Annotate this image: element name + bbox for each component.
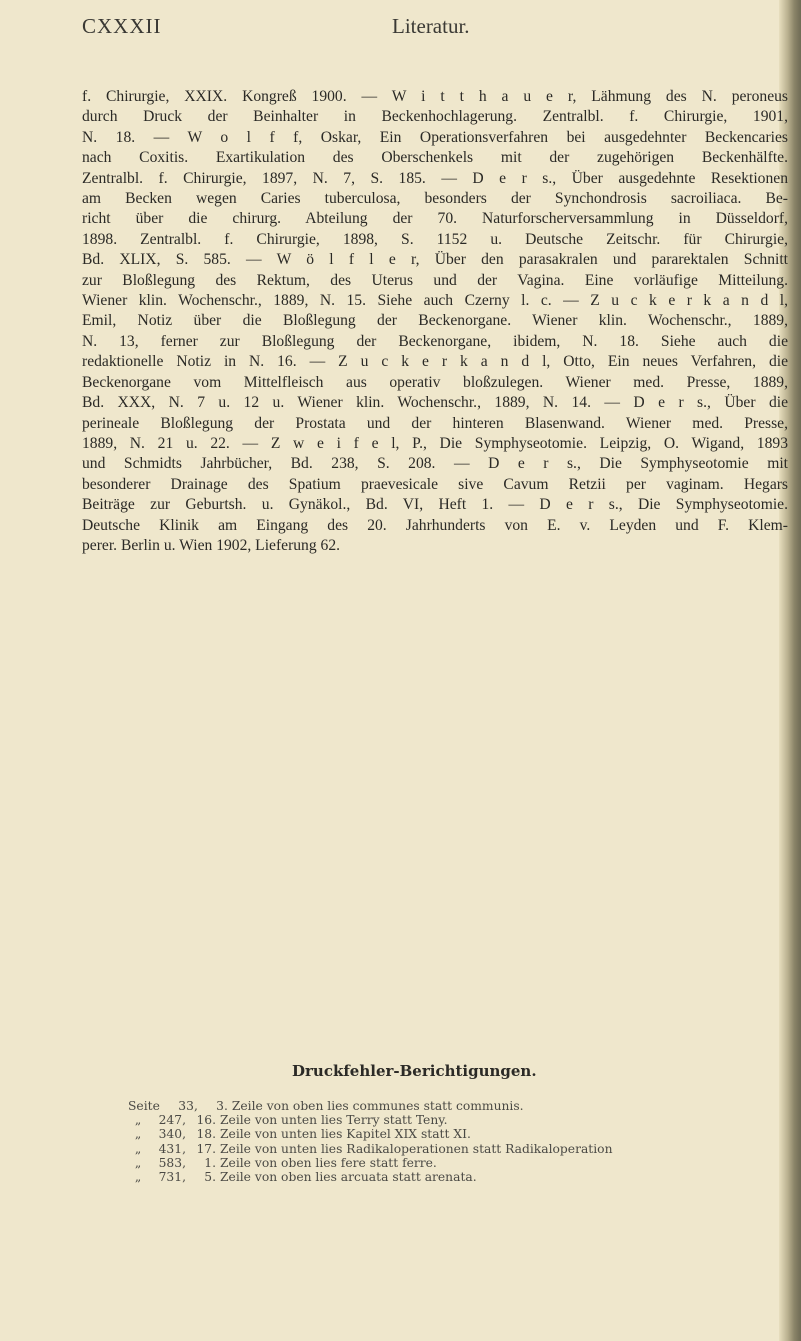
errata-page: 247, — [158, 1113, 186, 1128]
errata-prefix: Seite — [128, 1099, 160, 1113]
errata-row — [128, 1099, 613, 1113]
errata-text: Zeile von oben lies fere statt ferre. — [220, 1155, 437, 1170]
errata-page: 583, — [158, 1155, 186, 1170]
errata-row — [128, 1127, 613, 1141]
text-line: zur Bloßlegung des Rektum, des Uterus und der Vagina. Eine vorläufige Mitteilung. — [82, 271, 788, 289]
errata-page: 33, — [178, 1099, 198, 1113]
errata-line: 17. — [196, 1141, 216, 1156]
text-line: f. Chirurgie, XXIX. Kongreß 1900. — W i t t h a u e r, Lähmung des N. peroneus — [82, 88, 788, 105]
text-line: N. 13, ferner zur Bloßlegung der Beckenorgane, ibidem, N. 18. Siehe auch die — [82, 332, 788, 350]
text-line: nach Coxitis. Exartikulation des Oberschenkels mit der zugehörigen Beckenhälfte. — [82, 149, 788, 167]
errata-page: 340, — [158, 1127, 186, 1142]
text-line: Wiener klin. Wochenschr., 1889, N. 15. Siehe auch Czerny l. c. — Z u c k e r k a n d l, — [82, 292, 788, 310]
errata-prefix: „ — [134, 1170, 142, 1185]
errata-line: 18. — [196, 1127, 216, 1142]
errata-text: Zeile von unten lies Terry statt Teny. — [220, 1113, 448, 1128]
errata-row — [128, 1170, 613, 1184]
errata-list — [128, 1099, 613, 1184]
text-line: Beckenorgane vom Mittelfleisch aus operativ bloßzulegen. Wiener med. Presse, 1889, — [82, 373, 788, 391]
errata-row — [128, 1113, 613, 1127]
errata-prefix: „ — [134, 1155, 142, 1170]
errata-prefix: „ — [134, 1141, 142, 1156]
text-line: und Schmidts Jahrbücher, Bd. 238, S. 208. — D e r s., Die Symphyseotomie mit — [82, 455, 788, 473]
text-line: durch Druck der Beinhalter in Beckenhochlagerung. Zentralbl. f. Chirurgie, 1901, — [82, 108, 788, 126]
text-line: Beiträge zur Geburtsh. u. Gynäkol., Bd. VI, Heft 1. — D e r s., Die Symphyseotomie. — [82, 496, 788, 514]
errata-line: 1. — [204, 1155, 216, 1170]
text-line: besonderer Drainage des Spatium praevesicale sive Cavum Retzii per vaginam. Hegars — [82, 475, 788, 493]
errata-text: Zeile von unten lies Radikaloperationen statt Radikaloperation — [220, 1141, 613, 1156]
errata-page: 431, — [158, 1141, 186, 1156]
page-number: CXXXII — [82, 14, 162, 38]
text-line: redaktionelle Notiz in N. 16. — Z u c k e r k a n d l, Otto, Ein neues Verfahren, die — [82, 353, 788, 371]
running-title: Literatur. — [392, 14, 470, 38]
text-line: N. 18. — W o l f f, Oskar, Ein Operationsverfahren bei ausgedehnter Beckencaries — [82, 128, 788, 146]
errata-page: 731, — [158, 1170, 186, 1185]
errata-line: 5. — [204, 1170, 216, 1185]
errata-line: 3. — [216, 1099, 228, 1113]
bibliography-paragraph — [82, 87, 788, 556]
text-line: perer. Berlin u. Wien 1902, Lieferung 62. — [82, 536, 341, 554]
text-line: 1889, N. 21 u. 22. — Z w e i f e l, P., Die Symphyseotomie. Leipzig, O. Wigand, 1893 — [82, 434, 788, 452]
text-line: am Becken wegen Caries tuberculosa, besonders der Synchondrosis sacroiliaca. Be- — [82, 190, 788, 208]
errata-line: 16. — [196, 1113, 216, 1128]
errata-text: Zeile von unten lies Kapitel XIX statt XI. — [220, 1127, 471, 1142]
errata-row — [128, 1156, 613, 1170]
errata-prefix: „ — [134, 1127, 142, 1142]
errata-heading: Druckfehler-Berichtigungen. — [292, 1062, 537, 1080]
text-line: Bd. XLIX, S. 585. — W ö l f l e r, Über den parasakralen und pararektalen Schnitt — [82, 251, 788, 269]
errata-prefix: „ — [134, 1113, 142, 1128]
text-line: richt über die chirurg. Abteilung der 70. Naturforscherversammlung in Düsseldorf, — [82, 210, 788, 228]
errata-text: Zeile von oben lies communes statt communis. — [231, 1099, 524, 1113]
text-line: Bd. XXX, N. 7 u. 12 u. Wiener klin. Wochenschr., 1889, N. 14. — D e r s., Über die — [82, 394, 788, 412]
text-line: perineale Bloßlegung der Prostata und der hinteren Blasenwand. Wiener med. Presse, — [82, 414, 788, 432]
errata-row — [128, 1142, 613, 1156]
text-line: 1898. Zentralbl. f. Chirurgie, 1898, S. 1152 u. Deutsche Zeitschr. für Chirurgie, — [82, 230, 788, 248]
text-line: Deutsche Klinik am Eingang des 20. Jahrhunderts von E. v. Leyden und F. Klem- — [82, 516, 788, 534]
text-line: Zentralbl. f. Chirurgie, 1897, N. 7, S. 185. — D e r s., Über ausgedehnte Resektionen — [82, 169, 788, 187]
text-line: Emil, Notiz über die Bloßlegung der Beckenorgane. Wiener klin. Wochenschr., 1889, — [82, 312, 788, 330]
errata-text: Zeile von oben lies arcuata statt arenata. — [220, 1170, 477, 1185]
